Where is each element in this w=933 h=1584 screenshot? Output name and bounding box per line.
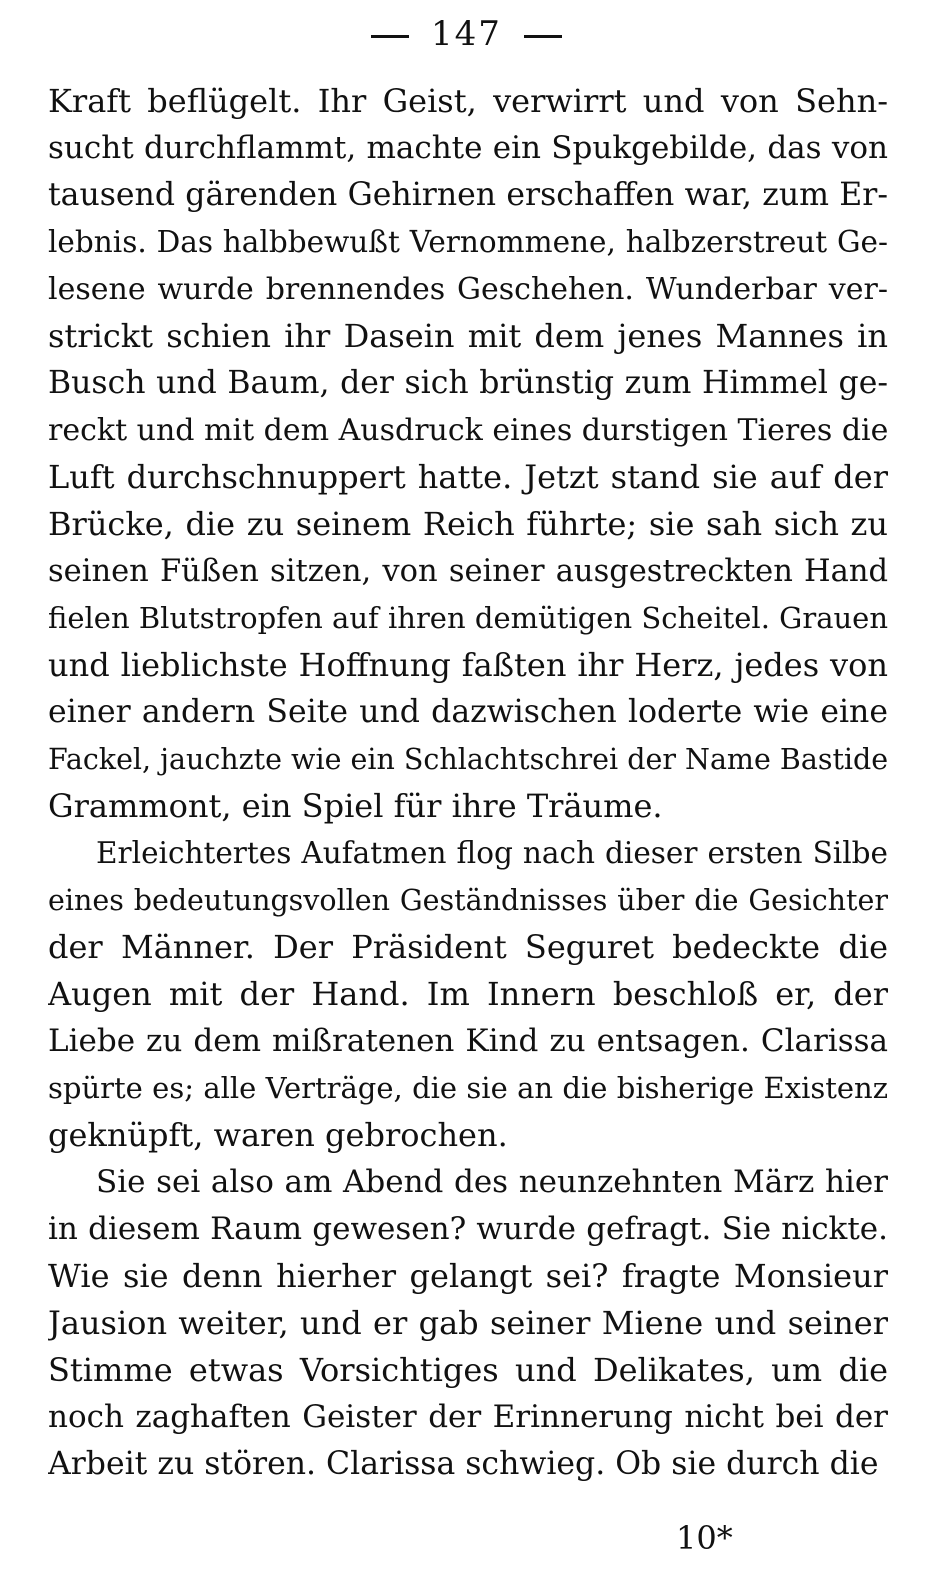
text-line: Augen mit der Hand. Im Innern beschloß er, der bbox=[48, 975, 888, 1013]
text-line: Wie sie denn hierher gelangt sei? fragte Monsieur bbox=[48, 1257, 888, 1295]
paragraph bbox=[48, 830, 888, 1159]
text-line: seinen Füßen sitzen, von seiner ausgestreckten Hand bbox=[48, 554, 888, 589]
text-line: Kraft beflügelt. Ihr Geist, verwirrt und von Sehn- bbox=[48, 82, 888, 120]
text-line: fielen Blutstropfen auf ihren demütigen Scheitel. Grauen bbox=[48, 601, 888, 635]
header-dash-left bbox=[371, 35, 409, 38]
text-line: eines bedeutungsvollen Geständnisses über die Gesichter bbox=[48, 884, 888, 917]
text-line: Erleichtertes Aufatmen flog nach dieser ersten Silbe bbox=[96, 836, 888, 870]
text-line: Luft durchschnuppert hatte. Jetzt stand sie auf der bbox=[48, 458, 888, 496]
text-line: Jausion weiter, und er gab seiner Miene und seiner bbox=[48, 1304, 888, 1342]
text-line: Grammont, ein Spiel für ihre Träume. bbox=[48, 787, 663, 825]
text-line: spürte es; alle Verträge, die sie an die bisherige Existenz bbox=[48, 1071, 888, 1105]
signature-mark: 10* bbox=[676, 1519, 733, 1557]
text-line: lesene wurde brennendes Geschehen. Wunderbar ver- bbox=[48, 272, 888, 307]
page-number: 147 bbox=[431, 14, 502, 54]
text-line: Brücke, die zu seinem Reich führte; sie sah sich zu bbox=[48, 505, 888, 543]
text-line: Liebe zu dem mißratenen Kind zu entsagen. Clarissa bbox=[48, 1023, 888, 1059]
text-line: sucht durchflammt, machte ein Spukgebilde, das von bbox=[48, 130, 888, 166]
body-text bbox=[48, 78, 888, 1488]
text-line: strickt schien ihr Dasein mit dem jenes Mannes in bbox=[48, 317, 888, 355]
text-line: Sie sei also am Abend des neunzehnten März hier bbox=[96, 1164, 888, 1200]
text-line: in diesem Raum gewesen? wurde gefragt. Sie nickte. bbox=[48, 1211, 888, 1247]
text-line: Stimme etwas Vorsichtiges und Delikates, um die bbox=[48, 1351, 888, 1389]
text-line: und lieblichste Hoffnung faßten ihr Herz, jedes von bbox=[48, 646, 888, 684]
page-header bbox=[0, 14, 933, 54]
text-line: Arbeit zu stören. Clarissa schwieg. Ob sie durch die bbox=[48, 1446, 879, 1482]
header-dash-right bbox=[524, 35, 562, 38]
text-line: tausend gärenden Gehirnen erschaffen war, zum Er- bbox=[48, 177, 888, 213]
text-line: einer andern Seite und dazwischen loderte wie eine bbox=[48, 694, 888, 730]
text-line: reckt und mit dem Ausdruck eines durstigen Tieres die bbox=[48, 413, 888, 448]
text-line: geknüpft, waren gebrochen. bbox=[48, 1116, 508, 1154]
text-line: Busch und Baum, der sich brünstig zum Himmel ge- bbox=[48, 365, 888, 401]
text-line: Fackel, jauchzte wie ein Schlachtschrei der Name Bastide bbox=[48, 743, 888, 776]
text-line: noch zaghaften Geister der Erinnerung nicht bei der bbox=[48, 1399, 888, 1435]
text-line: lebnis. Das halbbewußt Vernommene, halbzerstreut Ge- bbox=[48, 225, 888, 259]
paragraph bbox=[48, 78, 888, 830]
text-line: der Männer. Der Präsident Seguret bedeckte die bbox=[48, 928, 888, 966]
paragraph bbox=[48, 1159, 888, 1488]
